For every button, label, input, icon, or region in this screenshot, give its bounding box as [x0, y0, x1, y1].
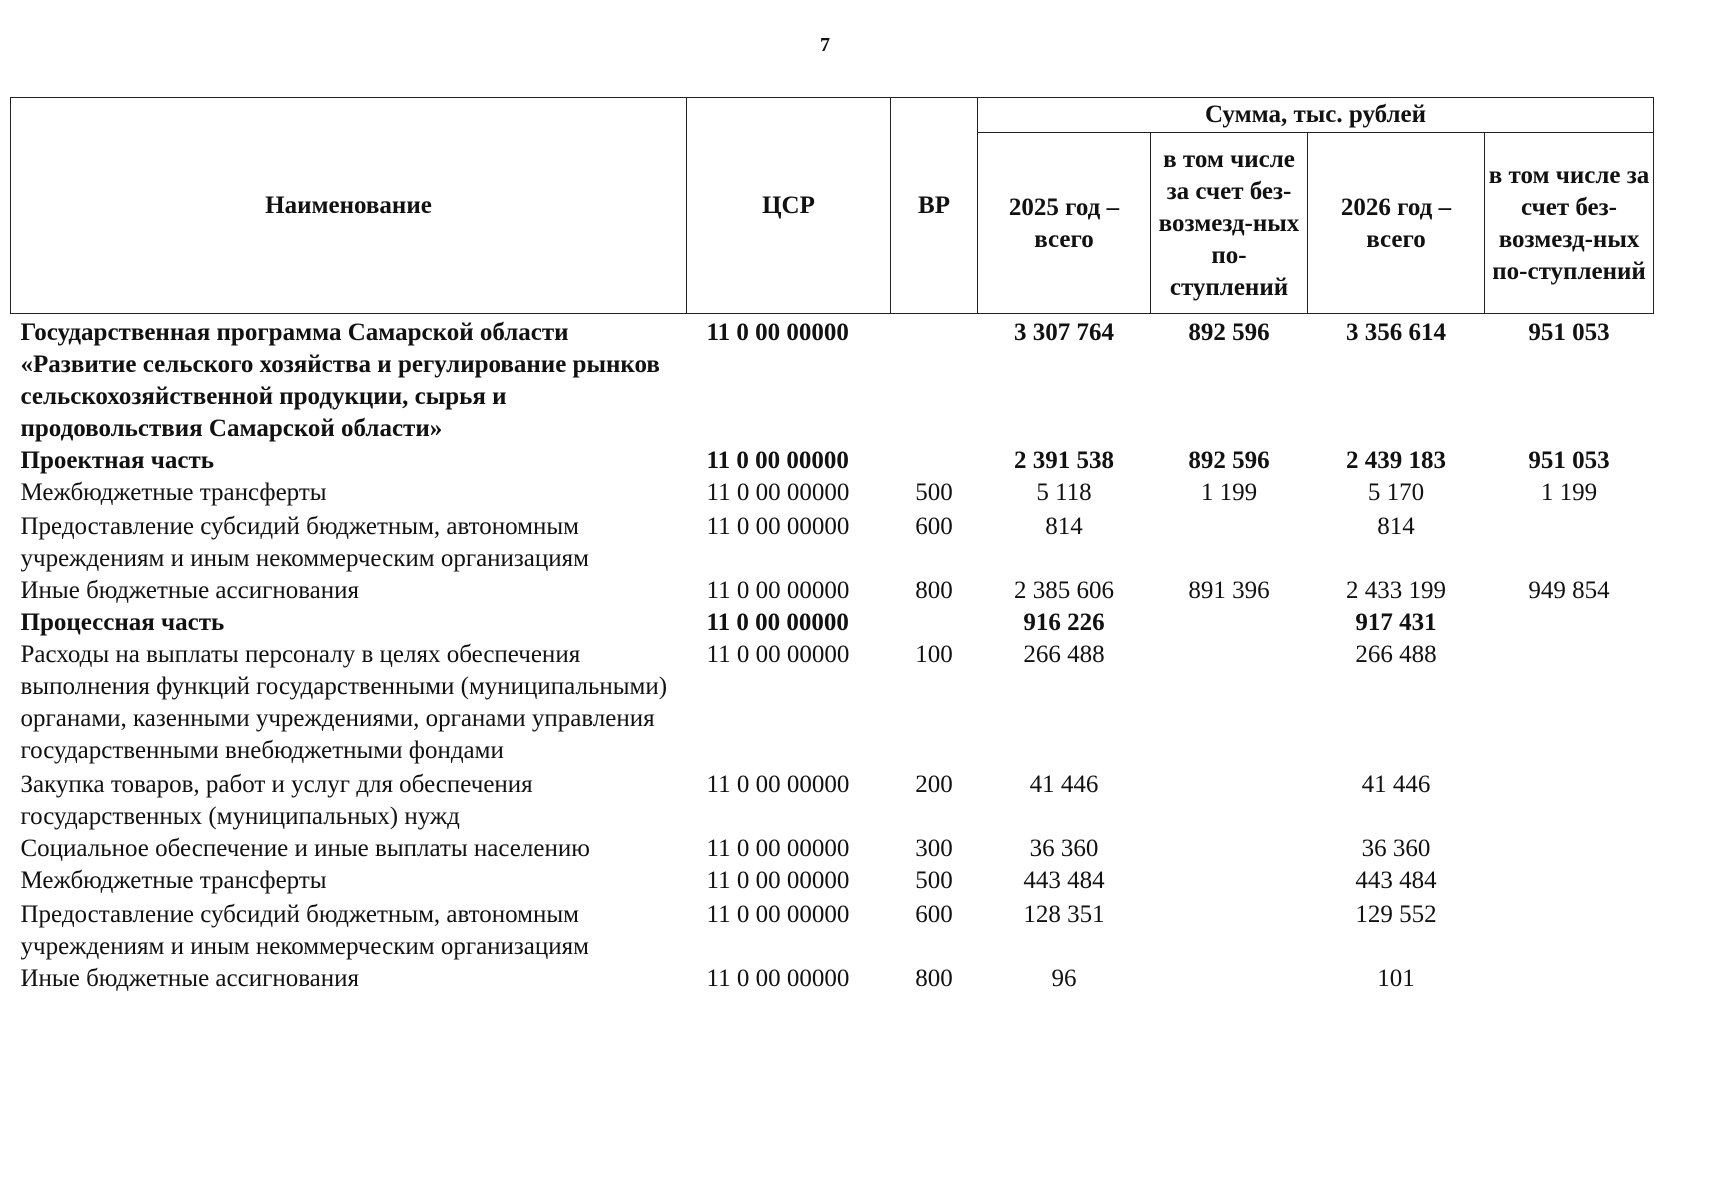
row-2026-free — [1485, 767, 1654, 833]
table-row — [11, 963, 1654, 995]
row-vr: 100 — [915, 641, 953, 668]
table-row — [11, 865, 1654, 897]
row-2025-free: 892 596 — [1188, 447, 1270, 474]
row-2025-total: 128 351 — [1023, 901, 1105, 928]
table-body — [11, 314, 1654, 996]
row-2025-total: 2 391 538 — [1014, 447, 1114, 474]
table-row — [11, 477, 1654, 509]
table-row — [11, 639, 1654, 767]
row-name: Межбюджетные трансферты — [20, 867, 327, 894]
row-csr: 11 0 00 00000 — [706, 835, 850, 862]
row-name: Иные бюджетные ассигнования — [20, 965, 360, 992]
row-csr: 11 0 00 00000 — [706, 965, 850, 992]
header-2025-free: в том числе за счет без-возмезд-ных по-ступлений — [1151, 133, 1308, 314]
row-csr: 11 0 00 00000 — [706, 513, 850, 540]
row-2025-total: 41 446 — [1029, 771, 1099, 798]
row-2026-free — [1485, 897, 1654, 963]
row-csr: 11 0 00 00000 — [706, 771, 850, 798]
row-2025-total: 3 307 764 — [1014, 319, 1114, 346]
row-vr: 200 — [915, 771, 953, 798]
row-name: Иные бюджетные ассигнования — [20, 577, 360, 604]
row-2025-total: 814 — [1045, 513, 1083, 540]
row-2026-free: 949 854 — [1528, 577, 1610, 604]
header-sum-title: Сумма, тыс. рублей — [978, 98, 1654, 133]
row-2026-free: 1 199 — [1540, 479, 1598, 506]
row-vr: 800 — [915, 965, 953, 992]
row-2025-free: 892 596 — [1188, 319, 1270, 346]
row-2026-total: 2 439 183 — [1346, 447, 1446, 474]
header-row-top — [11, 98, 1654, 133]
table-row — [11, 767, 1654, 833]
row-2026-free — [1485, 639, 1654, 767]
row-2026-free — [1485, 963, 1654, 995]
row-2026-free — [1485, 509, 1654, 575]
header-vr: ВР — [891, 98, 978, 314]
row-csr: 11 0 00 00000 — [706, 609, 849, 636]
row-vr: 600 — [915, 901, 953, 928]
table-row — [11, 897, 1654, 963]
row-name: Предоставление субсидий бюджетным, автономным учреждениям и иным некоммерческим организациям — [20, 513, 589, 572]
row-2026-total: 101 — [1377, 965, 1415, 992]
row-2025-total: 96 — [1051, 965, 1077, 992]
row-2025-free — [1151, 963, 1308, 995]
row-2025-free — [1151, 897, 1308, 963]
row-2026-total: 3 356 614 — [1346, 319, 1446, 346]
table-row — [11, 314, 1654, 446]
row-vr: 500 — [915, 479, 953, 506]
header-2026-free: в том числе за счет без-возмезд-ных по-ступлений — [1485, 133, 1654, 314]
row-2025-free: 1 199 — [1200, 479, 1258, 506]
row-name: Процессная часть — [20, 609, 225, 636]
row-csr: 11 0 00 00000 — [706, 641, 850, 668]
header-2026-total: 2026 год – всего — [1308, 133, 1485, 314]
row-2025-total: 5 118 — [1036, 479, 1092, 506]
row-name: Государственная программа Самарской области «Развитие сельского хозяйства и регулирование рынков сельскохозяйственной продукции, сырья и продовольствия Самарской области» — [20, 319, 660, 442]
row-csr: 11 0 00 00000 — [706, 447, 849, 474]
table-row — [11, 607, 1654, 639]
row-2026-free: 951 053 — [1528, 447, 1610, 474]
row-csr: 11 0 00 00000 — [706, 867, 850, 894]
row-2026-free — [1485, 833, 1654, 865]
budget-table — [10, 97, 1654, 995]
row-csr: 11 0 00 00000 — [706, 479, 850, 506]
row-2025-free — [1151, 865, 1308, 897]
table-row — [11, 575, 1654, 607]
row-2025-total: 2 385 606 — [1014, 577, 1114, 604]
row-name: Расходы на выплаты персоналу в целях обеспечения выполнения функций государственными (муниципальными) органами, казенными учреждениями, органами управления государственными внебюджетными фондами — [20, 641, 668, 764]
row-2026-total: 443 484 — [1355, 867, 1437, 894]
row-name: Межбюджетные трансферты — [20, 479, 327, 506]
row-csr: 11 0 00 00000 — [706, 319, 849, 346]
table-row — [11, 509, 1654, 575]
row-2025-total: 36 360 — [1029, 835, 1099, 862]
table-row — [11, 445, 1654, 477]
row-vr: 800 — [915, 577, 953, 604]
row-2025-free: 891 396 — [1188, 577, 1270, 604]
header-name: Наименование — [11, 98, 687, 314]
row-vr — [891, 314, 978, 446]
row-vr: 600 — [915, 513, 953, 540]
row-2026-total: 266 488 — [1355, 641, 1437, 668]
row-2026-free — [1485, 865, 1654, 897]
row-2025-free — [1151, 509, 1308, 575]
row-2025-total: 916 226 — [1023, 609, 1105, 636]
row-name: Проектная часть — [20, 447, 215, 474]
row-vr: 300 — [915, 835, 953, 862]
row-2025-free — [1151, 767, 1308, 833]
row-2025-total: 266 488 — [1023, 641, 1105, 668]
row-2025-total: 443 484 — [1023, 867, 1105, 894]
row-csr: 11 0 00 00000 — [706, 577, 850, 604]
row-name: Предоставление субсидий бюджетным, автономным учреждениям и иным некоммерческим организациям — [20, 901, 589, 960]
row-2026-total: 129 552 — [1355, 901, 1437, 928]
header-csr: ЦСР — [687, 98, 891, 314]
row-2026-total: 917 431 — [1355, 609, 1437, 636]
row-2025-free — [1151, 833, 1308, 865]
header-2025-total: 2025 год – всего — [978, 133, 1151, 314]
row-2026-total: 5 170 — [1367, 479, 1425, 506]
row-2026-total: 814 — [1377, 513, 1415, 540]
row-2026-free: 951 053 — [1528, 319, 1610, 346]
row-2025-free — [1151, 639, 1308, 767]
table-row — [11, 833, 1654, 865]
row-name: Социальное обеспечение и иные выплаты населению — [20, 835, 590, 862]
row-vr — [891, 445, 978, 477]
row-vr: 500 — [915, 867, 953, 894]
row-csr: 11 0 00 00000 — [706, 901, 850, 928]
row-2025-free — [1151, 607, 1308, 639]
row-name: Закупка товаров, работ и услуг для обеспечения государственных (муниципальных) нужд — [20, 771, 533, 830]
row-2026-total: 36 360 — [1361, 835, 1431, 862]
row-vr — [891, 607, 978, 639]
page-number: 7 — [820, 34, 830, 56]
row-2026-total: 2 433 199 — [1346, 577, 1446, 604]
row-2026-total: 41 446 — [1361, 771, 1431, 798]
row-2026-free — [1485, 607, 1654, 639]
